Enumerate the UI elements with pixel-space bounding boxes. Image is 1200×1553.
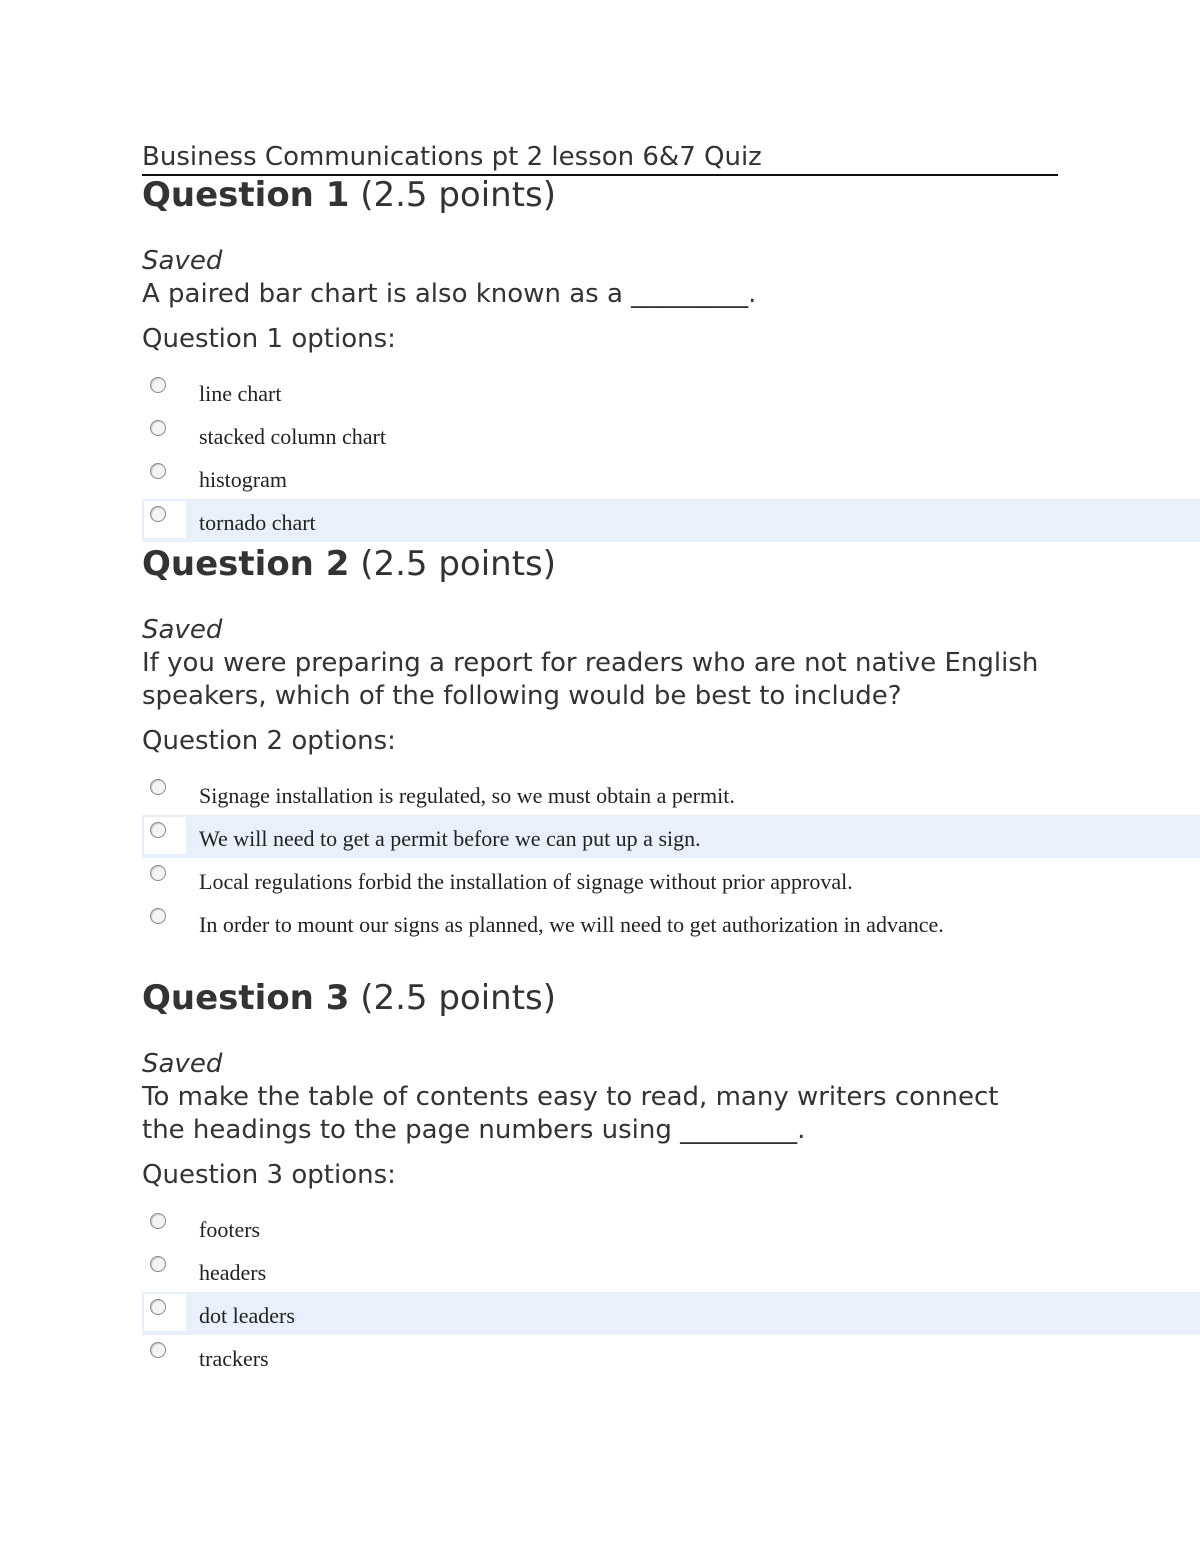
option-label: headers bbox=[199, 1260, 267, 1285]
saved-status: Saved bbox=[142, 615, 223, 645]
question-3 bbox=[142, 978, 1200, 1378]
options-list bbox=[142, 370, 1200, 542]
question-label: Question 1 bbox=[142, 175, 350, 215]
question-points: (2.5 points) bbox=[360, 544, 557, 584]
option-trackers[interactable] bbox=[142, 1335, 1200, 1378]
radio-button[interactable] bbox=[150, 1299, 166, 1315]
radio-cell bbox=[144, 415, 186, 452]
radio-button[interactable] bbox=[150, 420, 166, 436]
option-line-chart[interactable] bbox=[142, 370, 1200, 413]
option-label: line chart bbox=[199, 381, 282, 406]
radio-cell bbox=[144, 458, 186, 495]
question-heading bbox=[142, 978, 1200, 1018]
question-heading bbox=[142, 175, 1200, 215]
radio-cell bbox=[144, 774, 186, 811]
option-label: footers bbox=[199, 1217, 261, 1242]
radio-button[interactable] bbox=[150, 506, 166, 522]
radio-button[interactable] bbox=[150, 779, 166, 795]
option-label: histogram bbox=[199, 467, 287, 492]
radio-button[interactable] bbox=[150, 908, 166, 924]
option-label: stacked column chart bbox=[199, 424, 386, 449]
option-mount-signs[interactable] bbox=[142, 901, 1200, 944]
radio-button[interactable] bbox=[150, 463, 166, 479]
radio-cell bbox=[144, 1251, 186, 1288]
radio-cell bbox=[144, 1208, 186, 1245]
radio-button[interactable] bbox=[150, 377, 166, 393]
options-label: Question 2 options: bbox=[142, 726, 396, 756]
question-points: (2.5 points) bbox=[360, 175, 557, 215]
radio-button[interactable] bbox=[150, 822, 166, 838]
question-1 bbox=[142, 175, 1200, 542]
option-local-regulations[interactable] bbox=[142, 858, 1200, 901]
radio-cell bbox=[144, 903, 186, 940]
radio-cell bbox=[144, 817, 186, 854]
saved-status: Saved bbox=[142, 1049, 223, 1079]
option-need-permit[interactable] bbox=[142, 815, 1200, 858]
options-list bbox=[142, 772, 1200, 944]
radio-button[interactable] bbox=[150, 1342, 166, 1358]
question-text: If you were preparing a report for readers who are not native English speakers, which of the following would be best to include? bbox=[142, 648, 1039, 711]
radio-cell bbox=[144, 1294, 186, 1331]
question-text: A paired bar chart is also known as a _________. bbox=[142, 279, 757, 309]
radio-button[interactable] bbox=[150, 865, 166, 881]
question-points: (2.5 points) bbox=[360, 978, 557, 1018]
option-label: Local regulations forbid the installation of signage without prior approval. bbox=[199, 869, 853, 894]
option-headers[interactable] bbox=[142, 1249, 1200, 1292]
option-label: Signage installation is regulated, so we must obtain a permit. bbox=[199, 783, 735, 808]
options-list bbox=[142, 1206, 1200, 1378]
option-label: We will need to get a permit before we can put up a sign. bbox=[199, 826, 701, 851]
radio-button[interactable] bbox=[150, 1213, 166, 1229]
radio-cell bbox=[144, 860, 186, 897]
question-heading bbox=[142, 544, 1200, 584]
question-label: Question 2 bbox=[142, 544, 350, 584]
option-dot-leaders[interactable] bbox=[142, 1292, 1200, 1335]
radio-cell bbox=[144, 501, 186, 538]
radio-button[interactable] bbox=[150, 1256, 166, 1272]
options-label: Question 3 options: bbox=[142, 1160, 396, 1190]
option-tornado-chart[interactable] bbox=[142, 499, 1200, 542]
options-label: Question 1 options: bbox=[142, 324, 396, 354]
radio-cell bbox=[144, 372, 186, 409]
question-label: Question 3 bbox=[142, 978, 350, 1018]
radio-cell bbox=[144, 1337, 186, 1374]
option-stacked-column-chart[interactable] bbox=[142, 413, 1200, 456]
option-histogram[interactable] bbox=[142, 456, 1200, 499]
document-title: Business Communications pt 2 lesson 6&7 Quiz bbox=[142, 141, 1058, 176]
saved-status: Saved bbox=[142, 246, 223, 276]
question-text: To make the table of contents easy to read, many writers connect the headings to the page numbers using _________. bbox=[142, 1082, 999, 1145]
option-footers[interactable] bbox=[142, 1206, 1200, 1249]
option-label: trackers bbox=[199, 1346, 269, 1371]
option-signage-installation[interactable] bbox=[142, 772, 1200, 815]
question-2 bbox=[142, 544, 1200, 944]
option-label: tornado chart bbox=[199, 510, 316, 535]
option-label: dot leaders bbox=[199, 1303, 295, 1328]
option-label: In order to mount our signs as planned, we will need to get authorization in advance. bbox=[199, 912, 944, 937]
